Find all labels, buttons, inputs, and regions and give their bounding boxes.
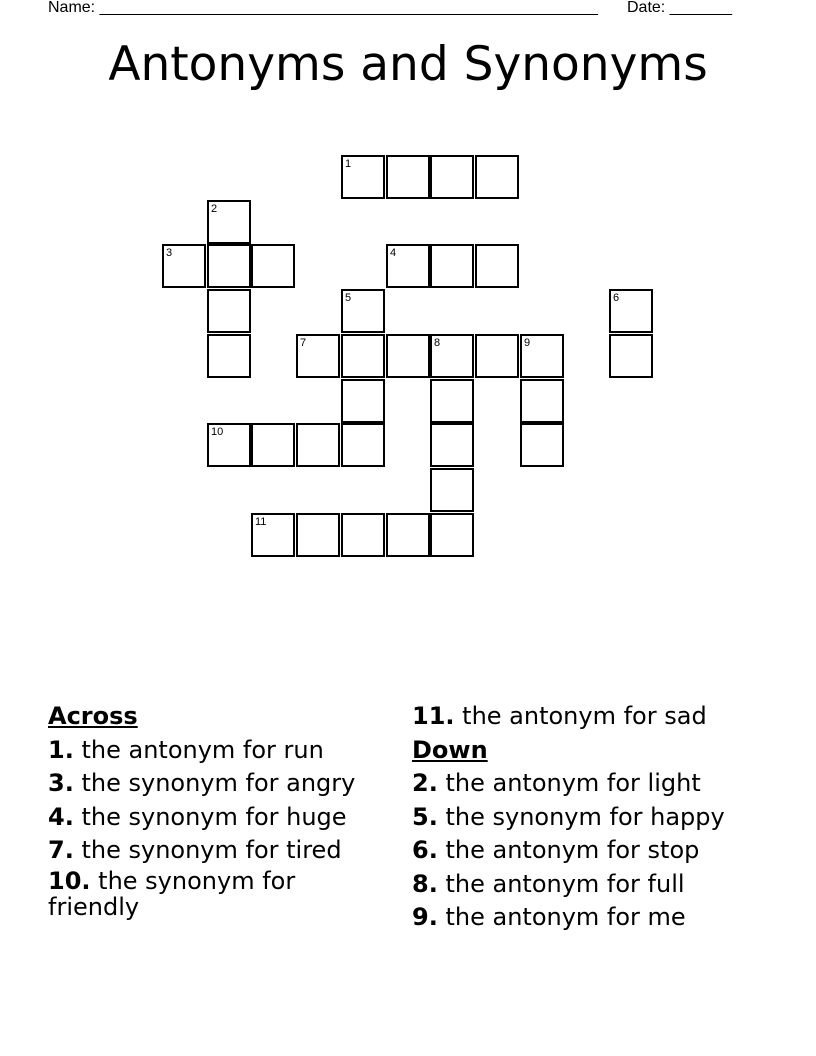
crossword-cell[interactable]: [430, 423, 474, 467]
crossword-cell[interactable]: [341, 334, 385, 378]
clues-column-left: [48, 700, 393, 927]
clue-number: 10.: [48, 866, 91, 895]
crossword-cell[interactable]: [520, 379, 564, 423]
crossword-cell[interactable]: [296, 334, 340, 378]
clue-across-4: [48, 801, 393, 835]
crossword-cell[interactable]: [475, 155, 519, 199]
crossword-cell[interactable]: [520, 423, 564, 467]
clue-number: 7.: [48, 836, 74, 864]
down-heading: Down: [412, 735, 488, 764]
clue-across-1: [48, 734, 393, 768]
crossword-cell[interactable]: [475, 244, 519, 288]
crossword-cell[interactable]: [430, 334, 474, 378]
clue-down-9: [412, 901, 792, 935]
clue-across-7: [48, 834, 393, 868]
cell-number: 10: [211, 426, 224, 438]
crossword-cell[interactable]: [430, 379, 474, 423]
crossword-cell[interactable]: [251, 423, 295, 467]
crossword-cell[interactable]: [520, 334, 564, 378]
name-field[interactable]: Name: ________________________________________________________: [48, 0, 598, 16]
crossword-cell[interactable]: [162, 244, 206, 288]
clue-down-6: [412, 834, 792, 868]
crossword-cell[interactable]: [341, 513, 385, 557]
crossword-cell[interactable]: [386, 244, 430, 288]
clue-text: the synonym for friendly: [48, 866, 296, 921]
crossword-cell[interactable]: [386, 155, 430, 199]
clue-text: the antonym for run: [81, 735, 324, 764]
cell-number: 8: [434, 337, 441, 349]
clue-text: the synonym for huge: [81, 802, 347, 831]
clue-text: the antonym for full: [445, 869, 685, 898]
crossword-cell[interactable]: [386, 513, 430, 557]
clue-number: 5.: [412, 802, 438, 831]
clue-down-8: [412, 868, 792, 902]
crossword-cell[interactable]: [341, 155, 385, 199]
clue-text: the antonym for light: [445, 769, 701, 797]
crossword-cell[interactable]: [430, 468, 474, 512]
crossword-cell[interactable]: [430, 513, 474, 557]
crossword-cell[interactable]: [251, 513, 295, 557]
crossword-cell[interactable]: [475, 334, 519, 378]
clue-down-5: [412, 801, 792, 835]
crossword-cell[interactable]: [207, 289, 251, 333]
clue-down-2: [412, 767, 792, 801]
cell-number: 7: [300, 337, 307, 349]
crossword-cell[interactable]: [296, 513, 340, 557]
cell-number: 1: [345, 158, 352, 170]
crossword-cell[interactable]: [609, 289, 653, 333]
cell-number: 3: [166, 247, 173, 259]
crossword-cell[interactable]: [207, 244, 251, 288]
crossword-cell[interactable]: [430, 155, 474, 199]
crossword-cell[interactable]: [341, 423, 385, 467]
crossword-cell[interactable]: [207, 423, 251, 467]
crossword-cell[interactable]: [251, 244, 295, 288]
clue-text: the antonym for sad: [462, 702, 707, 730]
crossword-cell[interactable]: [609, 334, 653, 378]
across-heading: Across: [48, 702, 138, 730]
cell-number: 6: [613, 292, 620, 304]
crossword-cell[interactable]: [207, 200, 251, 244]
crossword-cell[interactable]: [341, 289, 385, 333]
clue-text: the antonym for stop: [445, 836, 700, 864]
clues-column-right: [412, 700, 792, 935]
crossword-cell[interactable]: [207, 334, 251, 378]
clue-text: the antonym for me: [445, 903, 686, 931]
clue-across-11: [412, 700, 792, 734]
clue-number: 2.: [412, 769, 438, 797]
cell-number: 5: [345, 292, 352, 304]
crossword-cell[interactable]: [341, 379, 385, 423]
cell-number: 4: [390, 247, 397, 259]
clue-number: 1.: [48, 735, 74, 764]
cell-number: 2: [211, 203, 218, 215]
clue-number: 6.: [412, 836, 438, 864]
cell-number: 11: [255, 516, 267, 528]
clue-across-3: [48, 767, 393, 801]
page-title: Antonyms and Synonyms: [108, 37, 708, 92]
clue-number: 4.: [48, 802, 74, 831]
crossword-cell[interactable]: [386, 334, 430, 378]
clue-number: 9.: [412, 903, 438, 931]
date-field[interactable]: Date: _______: [627, 0, 732, 16]
cell-number: 9: [524, 337, 531, 349]
clue-text: the synonym for happy: [445, 802, 725, 831]
clue-number: 11.: [412, 702, 455, 730]
clue-text: the synonym for tired: [81, 836, 342, 864]
clue-number: 8.: [412, 869, 438, 898]
clue-number: 3.: [48, 769, 74, 797]
crossword-cell[interactable]: [296, 423, 340, 467]
crossword-cell[interactable]: [430, 244, 474, 288]
clue-across-10: [48, 868, 393, 927]
clue-text: the synonym for angry: [81, 769, 356, 797]
